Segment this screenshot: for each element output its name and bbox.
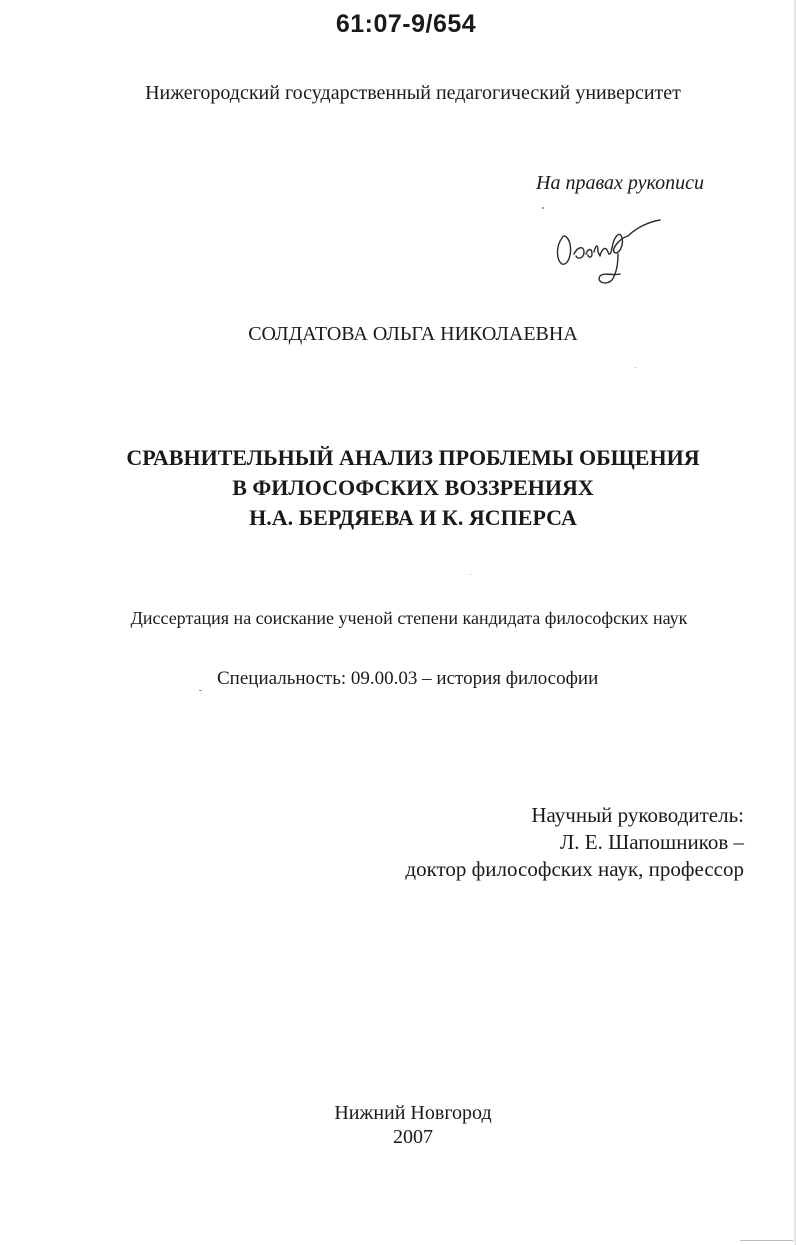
scan-speck xyxy=(470,574,471,575)
university-name: Нижегородский государственный педагогический университет xyxy=(145,82,681,104)
title-line: В ФИЛОСОФСКИХ ВОЗЗРЕНИЯХ xyxy=(232,475,594,500)
specialty-line: Специальность: 09.00.03 – история философии xyxy=(217,668,599,689)
scan-edge-line xyxy=(740,1240,796,1241)
supervisor-name: Л. Е. Шапошников – xyxy=(560,830,744,854)
manuscript-note: На правах рукописи xyxy=(536,172,704,194)
scan-speck xyxy=(199,690,202,691)
title-line: Н.А. БЕРДЯЕВА И К. ЯСПЕРСА xyxy=(249,505,577,530)
scan-speck xyxy=(542,207,544,209)
supervisor-credentials: доктор философских наук, профессор xyxy=(405,857,744,881)
catalog-number: 61:07-9/654 xyxy=(335,10,477,38)
handwritten-signature xyxy=(548,208,668,288)
dissertation-title xyxy=(0,443,796,533)
supervisor-block xyxy=(405,802,744,883)
author-name: СОЛДАТОВА ОЛЬГА НИКОЛАЕВНА xyxy=(248,323,578,345)
scan-speck xyxy=(635,367,636,368)
city: Нижний Новгород xyxy=(334,1102,492,1124)
supervisor-label: Научный руководитель: xyxy=(531,803,744,827)
title-line: СРАВНИТЕЛЬНЫЙ АНАЛИЗ ПРОБЛЕМЫ ОБЩЕНИЯ xyxy=(126,445,700,470)
year: 2007 xyxy=(393,1126,433,1148)
degree-statement: Диссертация на соискание ученой степени кандидата философских наук xyxy=(130,608,688,628)
